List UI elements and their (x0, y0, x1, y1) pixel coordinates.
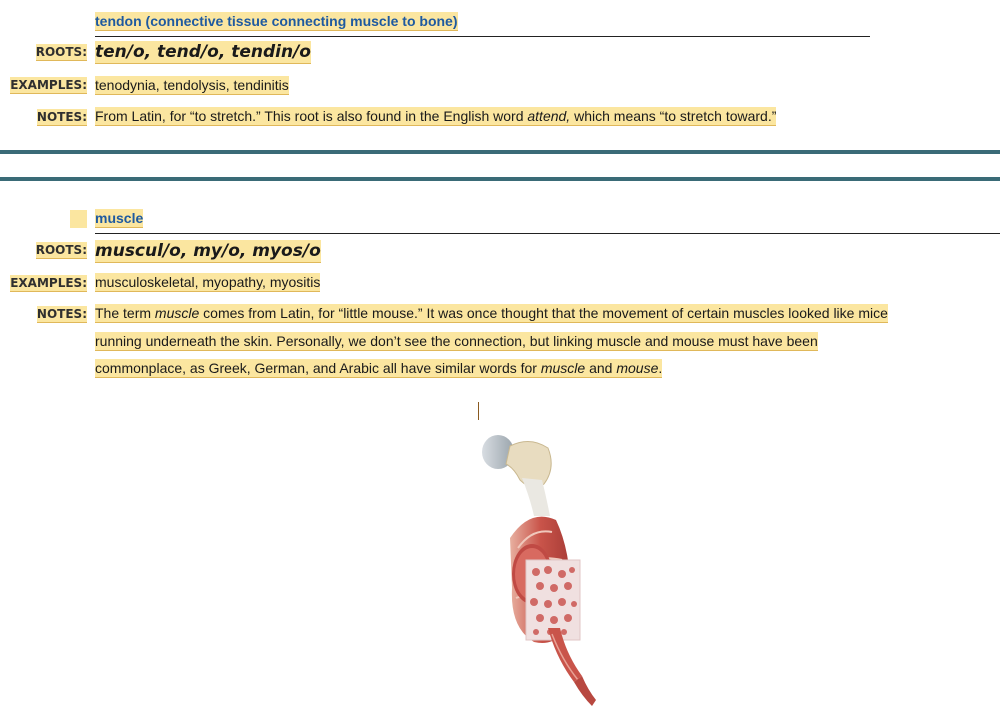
roots-label: ROOTS: (35, 45, 87, 59)
notes-line-2: running underneath the skin. Personally, we don’t see the connection, but linking muscle and mouse must have been (95, 333, 818, 349)
notes-text: From Latin, for “to stretch.” This root is also found in the English word attend, which means “to stretch toward.” (95, 108, 777, 124)
roots-label: ROOTS: (35, 243, 87, 257)
section-divider (0, 177, 1000, 181)
roots-text: muscul/o, my/o, myos/o (95, 241, 321, 261)
notes-label: NOTES: (36, 307, 87, 321)
roots-text: ten/o, tend/o, tendin/o (95, 42, 311, 62)
highlight-marker (70, 210, 87, 228)
text-cursor (478, 402, 479, 420)
notes-label: NOTES: (36, 110, 87, 124)
examples-label: EXAMPLES: (10, 276, 87, 290)
term-heading: muscle (95, 210, 144, 226)
notes-line-3: commonplace, as Greek, German, and Arabic all have similar words for muscle and mouse. (95, 360, 663, 376)
term-rule (95, 36, 870, 37)
section-divider (0, 150, 1000, 154)
term-rule (95, 233, 1000, 234)
examples-text: tenodynia, tendolysis, tendinitis (95, 77, 289, 93)
notes-line-1: The term muscle comes from Latin, for “little mouse.” It was once thought that the movement of certain muscles looked like mice (95, 305, 888, 321)
examples-label: EXAMPLES: (10, 78, 87, 92)
term-heading: tendon (connective tissue connecting muscle to bone) (95, 13, 458, 29)
muscle-anatomy-icon (470, 428, 620, 710)
examples-text: musculoskeletal, myopathy, myositis (95, 274, 321, 290)
